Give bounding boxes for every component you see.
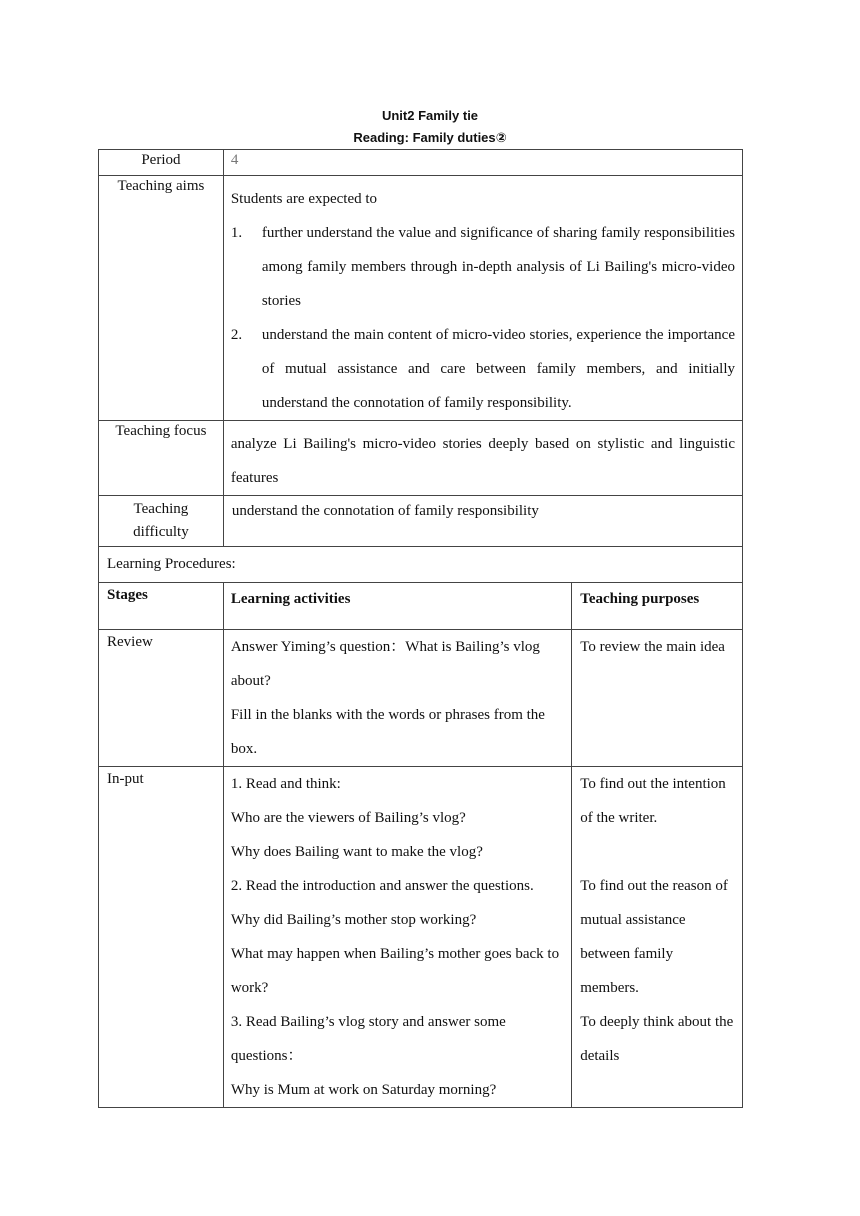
table-row xyxy=(99,630,743,767)
focus-label: Teaching focus xyxy=(99,421,224,496)
stage-input: In-put xyxy=(99,767,224,1108)
aim-item: 2. understand the main content of micro-video stories, experience the importance of mutual assistance and care between family members, and initially understand the connotation of family responsibility. xyxy=(230,327,735,411)
aims-intro: Students are expected to xyxy=(230,191,378,207)
purposes-input: To find out the intention of the writer. To find out the reason of mutual assistance between family members. To deeply think about the details xyxy=(572,767,743,1108)
focus-row xyxy=(99,421,743,496)
aims-row xyxy=(99,176,743,421)
difficulty-text: understand the connotation of family responsibility xyxy=(223,496,742,547)
unit-title: Unit2 Family tie xyxy=(381,108,479,123)
aims-list xyxy=(231,216,735,420)
lesson-title: Reading: Family duties② xyxy=(353,130,507,145)
aim-item: 1. further understand the value and significance of sharing family responsibilities among family members through in-depth analysis of Li Bailing's micro-video stories xyxy=(230,225,735,309)
period-row xyxy=(99,150,743,176)
stage-review: Review xyxy=(99,630,224,767)
period-value: 4 xyxy=(223,150,742,176)
difficulty-label: Teaching difficulty xyxy=(99,496,224,547)
activities-input: 1. Read and think: Who are the viewers of Bailing’s vlog? Why does Bailing want to make the vlog? 2. Read the introduction and answer the questions. Why did Bailing’s mother stop working? What may happen when Bailing’s mother goes back to work? 3. Read Bailing’s vlog story and answer some questions： Why is Mum at work on Saturday morning? xyxy=(223,767,571,1108)
column-header-activities: Learning activities xyxy=(223,583,571,630)
column-header-stages: Stages xyxy=(99,583,224,630)
purposes-review: To review the main idea xyxy=(572,630,743,767)
period-label: Period xyxy=(99,150,224,176)
aims-content xyxy=(223,176,742,421)
difficulty-row xyxy=(99,496,743,547)
procedures-heading: Learning Procedures: xyxy=(99,547,743,583)
column-header-purposes: Teaching purposes xyxy=(572,583,743,630)
table-row xyxy=(99,767,743,1108)
lesson-plan-table xyxy=(98,149,743,1108)
activities-review: Answer Yiming’s question：What is Bailing’s vlog about? Fill in the blanks with the words or phrases from the box. xyxy=(223,630,571,767)
focus-text: analyze Li Bailing's micro-video stories deeply based on stylistic and linguistic features xyxy=(223,421,742,496)
aims-label: Teaching aims xyxy=(99,176,224,421)
procedures-header-row xyxy=(99,583,743,630)
procedures-heading-row xyxy=(99,547,743,583)
